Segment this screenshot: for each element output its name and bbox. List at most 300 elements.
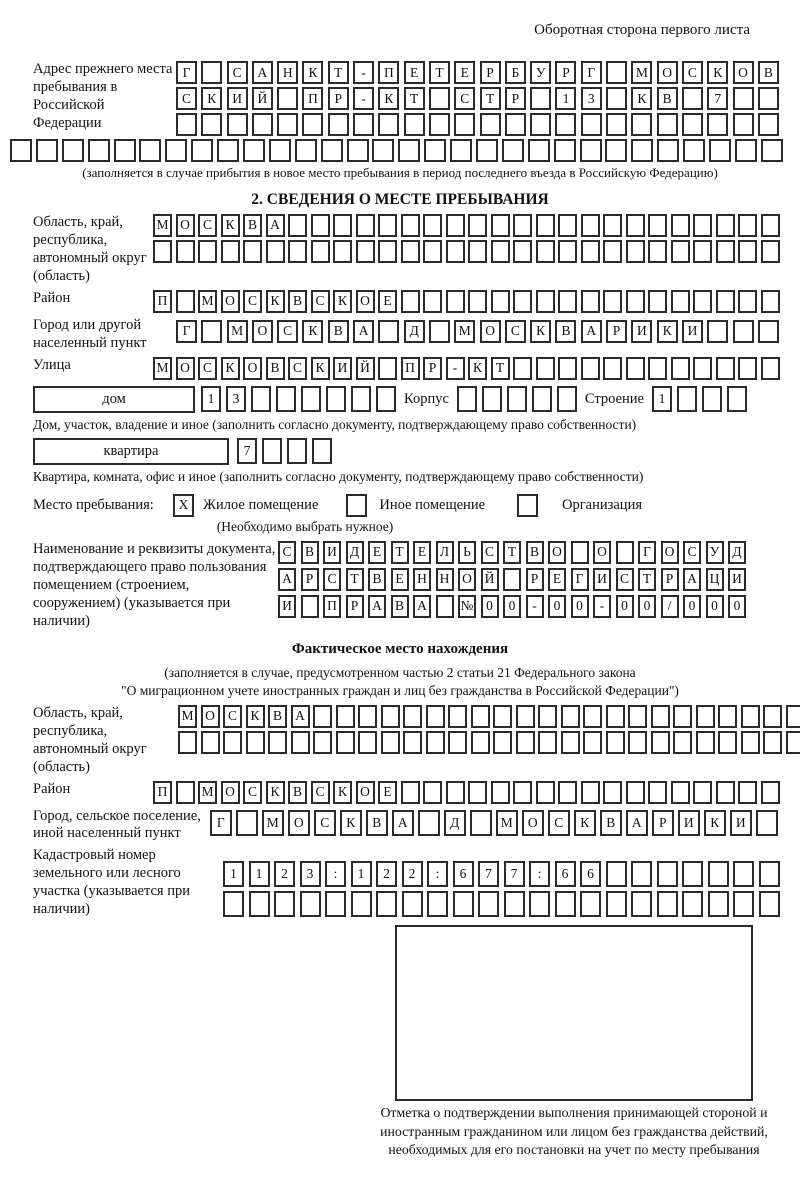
char-box[interactable] — [738, 290, 757, 313]
char-box[interactable] — [446, 290, 465, 313]
char-box[interactable] — [351, 386, 371, 412]
char-box[interactable]: О — [733, 61, 754, 84]
char-box[interactable]: В — [657, 87, 678, 110]
char-box[interactable]: Р — [606, 320, 627, 343]
char-box[interactable] — [356, 240, 375, 263]
char-box[interactable]: К — [302, 320, 323, 343]
char-box[interactable]: 3 — [300, 861, 321, 887]
char-box[interactable]: С — [683, 541, 701, 564]
char-box[interactable] — [761, 214, 780, 237]
char-box[interactable]: : — [529, 861, 550, 887]
char-box[interactable] — [528, 139, 550, 162]
char-box[interactable] — [536, 290, 555, 313]
char-box[interactable] — [427, 891, 448, 917]
char-box[interactable] — [468, 214, 487, 237]
char-box[interactable] — [424, 139, 446, 162]
char-box[interactable]: 0 — [728, 595, 746, 618]
char-box[interactable] — [372, 139, 394, 162]
char-box[interactable] — [436, 595, 454, 618]
char-box[interactable] — [277, 87, 298, 110]
char-box[interactable]: Р — [423, 357, 442, 380]
char-box[interactable] — [301, 595, 319, 618]
char-box[interactable] — [631, 891, 652, 917]
char-box[interactable]: И — [728, 568, 746, 591]
char-box[interactable]: Г — [571, 568, 589, 591]
char-box[interactable] — [243, 240, 262, 263]
char-box[interactable]: О — [356, 290, 375, 313]
char-box[interactable]: И — [730, 810, 752, 836]
char-box[interactable]: И — [323, 541, 341, 564]
char-box[interactable]: Г — [581, 61, 602, 84]
char-box[interactable]: 0 — [571, 595, 589, 618]
char-box[interactable] — [381, 705, 400, 728]
char-box[interactable] — [468, 290, 487, 313]
char-box[interactable] — [571, 541, 589, 564]
char-box[interactable]: А — [278, 568, 296, 591]
char-box[interactable] — [252, 113, 273, 136]
char-box[interactable] — [301, 386, 321, 412]
char-box[interactable] — [716, 781, 735, 804]
char-box[interactable]: 6 — [453, 861, 474, 887]
char-box[interactable] — [353, 113, 374, 136]
char-box[interactable] — [716, 290, 735, 313]
char-box[interactable]: Т — [429, 61, 450, 84]
char-box[interactable]: - — [526, 595, 544, 618]
char-box[interactable] — [358, 731, 377, 754]
char-box[interactable] — [423, 240, 442, 263]
char-box[interactable]: Т — [328, 61, 349, 84]
char-box[interactable] — [631, 113, 652, 136]
char-box[interactable] — [671, 781, 690, 804]
char-box[interactable] — [88, 139, 110, 162]
char-box[interactable] — [426, 705, 445, 728]
char-box[interactable]: Н — [413, 568, 431, 591]
char-box[interactable]: К — [302, 61, 323, 84]
char-box[interactable]: В — [288, 781, 307, 804]
char-box[interactable] — [333, 214, 352, 237]
char-box[interactable] — [738, 781, 757, 804]
char-box[interactable] — [761, 357, 780, 380]
char-box[interactable]: 0 — [706, 595, 724, 618]
char-box[interactable] — [606, 113, 627, 136]
char-box[interactable] — [708, 891, 729, 917]
char-box[interactable]: И — [631, 320, 652, 343]
char-box[interactable] — [648, 781, 667, 804]
char-box[interactable]: А — [252, 61, 273, 84]
char-box[interactable] — [554, 139, 576, 162]
char-box[interactable] — [476, 139, 498, 162]
char-box[interactable]: Д — [346, 541, 364, 564]
char-box[interactable] — [448, 705, 467, 728]
char-box[interactable]: Д — [728, 541, 746, 564]
char-box[interactable]: 0 — [683, 595, 701, 618]
char-box[interactable] — [606, 731, 625, 754]
char-box[interactable]: В — [268, 705, 287, 728]
char-box[interactable] — [603, 357, 622, 380]
char-box[interactable]: В — [391, 595, 409, 618]
char-box[interactable] — [657, 139, 679, 162]
char-box[interactable]: Е — [378, 290, 397, 313]
char-box[interactable] — [759, 891, 780, 917]
char-box[interactable]: О — [661, 541, 679, 564]
char-box[interactable] — [227, 113, 248, 136]
char-box[interactable] — [223, 891, 244, 917]
char-box[interactable]: 7 — [504, 861, 525, 887]
char-box[interactable] — [276, 386, 296, 412]
char-box[interactable]: П — [401, 357, 420, 380]
char-box[interactable]: И — [678, 810, 700, 836]
char-box[interactable] — [429, 87, 450, 110]
char-box[interactable]: О — [480, 320, 501, 343]
char-box[interactable] — [733, 320, 754, 343]
char-box[interactable] — [221, 240, 240, 263]
char-box[interactable] — [176, 781, 195, 804]
char-box[interactable] — [716, 214, 735, 237]
char-box[interactable]: Р — [661, 568, 679, 591]
char-box[interactable] — [288, 214, 307, 237]
char-box[interactable]: 3 — [226, 386, 246, 412]
char-box[interactable] — [671, 290, 690, 313]
char-box[interactable] — [505, 113, 526, 136]
char-box[interactable] — [626, 290, 645, 313]
char-box[interactable] — [236, 810, 258, 836]
char-box[interactable]: А — [266, 214, 285, 237]
char-box[interactable] — [671, 240, 690, 263]
char-box[interactable] — [558, 357, 577, 380]
char-box[interactable]: Е — [404, 61, 425, 84]
char-box[interactable] — [530, 113, 551, 136]
char-box[interactable] — [153, 240, 172, 263]
char-box[interactable]: К — [201, 87, 222, 110]
char-box[interactable]: С — [481, 541, 499, 564]
char-box[interactable] — [716, 357, 735, 380]
char-box[interactable]: О — [176, 357, 195, 380]
char-box[interactable] — [493, 705, 512, 728]
char-box[interactable] — [631, 139, 653, 162]
char-box[interactable] — [376, 891, 397, 917]
char-box[interactable]: К — [221, 357, 240, 380]
char-box[interactable]: С — [198, 214, 217, 237]
char-box[interactable] — [178, 731, 197, 754]
char-box[interactable] — [454, 113, 475, 136]
char-box[interactable]: К — [657, 320, 678, 343]
char-box[interactable] — [561, 731, 580, 754]
char-box[interactable] — [693, 290, 712, 313]
char-box[interactable] — [351, 891, 372, 917]
char-box[interactable] — [673, 705, 692, 728]
char-box[interactable]: П — [153, 781, 172, 804]
char-box[interactable]: 1 — [652, 386, 672, 412]
char-box[interactable] — [311, 214, 330, 237]
char-box[interactable] — [603, 781, 622, 804]
char-box[interactable]: Й — [481, 568, 499, 591]
char-box[interactable] — [682, 861, 703, 887]
char-box[interactable]: Р — [555, 61, 576, 84]
char-box[interactable] — [536, 240, 555, 263]
char-box[interactable]: А — [626, 810, 648, 836]
char-box[interactable] — [718, 731, 737, 754]
char-box[interactable] — [516, 705, 535, 728]
char-box[interactable]: 0 — [616, 595, 634, 618]
char-box[interactable]: С — [454, 87, 475, 110]
stay-checkbox-organization[interactable] — [517, 494, 538, 517]
char-box[interactable] — [677, 386, 697, 412]
char-box[interactable]: Е — [454, 61, 475, 84]
char-box[interactable] — [446, 214, 465, 237]
char-box[interactable] — [482, 386, 502, 412]
char-box[interactable] — [513, 781, 532, 804]
char-box[interactable]: - — [353, 87, 374, 110]
char-box[interactable] — [448, 731, 467, 754]
char-box[interactable] — [580, 891, 601, 917]
char-box[interactable] — [581, 290, 600, 313]
char-box[interactable]: О — [356, 781, 375, 804]
char-box[interactable]: О — [221, 290, 240, 313]
char-box[interactable]: О — [288, 810, 310, 836]
char-box[interactable] — [702, 386, 722, 412]
char-box[interactable]: Е — [378, 781, 397, 804]
char-box[interactable] — [671, 214, 690, 237]
char-box[interactable] — [682, 891, 703, 917]
char-box[interactable] — [378, 240, 397, 263]
char-box[interactable] — [538, 731, 557, 754]
char-box[interactable] — [262, 438, 282, 464]
char-box[interactable] — [763, 731, 782, 754]
char-box[interactable]: Т — [638, 568, 656, 591]
char-box[interactable] — [246, 731, 265, 754]
char-box[interactable] — [450, 139, 472, 162]
char-box[interactable]: - — [446, 357, 465, 380]
char-box[interactable] — [291, 731, 310, 754]
char-box[interactable]: Р — [526, 568, 544, 591]
char-box[interactable] — [266, 240, 285, 263]
char-box[interactable] — [223, 731, 242, 754]
char-box[interactable] — [378, 113, 399, 136]
char-box[interactable] — [403, 731, 422, 754]
char-box[interactable] — [557, 386, 577, 412]
char-box[interactable]: Т — [346, 568, 364, 591]
char-box[interactable] — [378, 214, 397, 237]
char-box[interactable] — [471, 705, 490, 728]
char-box[interactable]: Н — [436, 568, 454, 591]
char-box[interactable] — [378, 320, 399, 343]
char-box[interactable] — [758, 113, 779, 136]
char-box[interactable]: С — [243, 290, 262, 313]
char-box[interactable]: С — [314, 810, 336, 836]
char-box[interactable]: Д — [444, 810, 466, 836]
char-box[interactable]: Р — [328, 87, 349, 110]
char-box[interactable] — [36, 139, 58, 162]
char-box[interactable] — [693, 214, 712, 237]
char-box[interactable] — [628, 705, 647, 728]
char-box[interactable]: Й — [252, 87, 273, 110]
char-box[interactable] — [786, 705, 800, 728]
char-box[interactable] — [300, 891, 321, 917]
char-box[interactable] — [657, 891, 678, 917]
char-box[interactable] — [277, 113, 298, 136]
char-box[interactable] — [583, 731, 602, 754]
char-box[interactable]: 1 — [351, 861, 372, 887]
char-box[interactable] — [707, 320, 728, 343]
char-box[interactable]: 2 — [402, 861, 423, 887]
char-box[interactable] — [381, 731, 400, 754]
char-box[interactable] — [328, 113, 349, 136]
char-box[interactable]: С — [311, 290, 330, 313]
char-box[interactable] — [356, 214, 375, 237]
char-box[interactable]: А — [392, 810, 414, 836]
char-box[interactable]: А — [581, 320, 602, 343]
char-box[interactable] — [536, 781, 555, 804]
char-box[interactable] — [626, 240, 645, 263]
char-box[interactable] — [756, 810, 778, 836]
char-box[interactable]: М — [454, 320, 475, 343]
char-box[interactable] — [312, 438, 332, 464]
char-box[interactable] — [446, 240, 465, 263]
char-box[interactable]: К — [340, 810, 362, 836]
char-box[interactable] — [321, 139, 343, 162]
char-box[interactable]: 2 — [376, 861, 397, 887]
char-box[interactable]: 0 — [481, 595, 499, 618]
char-box[interactable]: Г — [176, 61, 197, 84]
char-box[interactable]: С — [323, 568, 341, 591]
char-box[interactable]: И — [227, 87, 248, 110]
char-box[interactable] — [402, 891, 423, 917]
char-box[interactable] — [580, 139, 602, 162]
char-box[interactable] — [336, 705, 355, 728]
char-box[interactable]: - — [593, 595, 611, 618]
char-box[interactable]: С — [277, 320, 298, 343]
stay-checkbox-other[interactable] — [346, 494, 367, 517]
char-box[interactable]: О — [593, 541, 611, 564]
char-box[interactable] — [628, 731, 647, 754]
char-box[interactable]: В — [526, 541, 544, 564]
char-box[interactable]: К — [266, 781, 285, 804]
char-box[interactable] — [786, 731, 800, 754]
char-box[interactable] — [507, 386, 527, 412]
char-box[interactable]: П — [302, 87, 323, 110]
char-box[interactable] — [616, 541, 634, 564]
char-box[interactable] — [491, 290, 510, 313]
char-box[interactable] — [606, 87, 627, 110]
char-box[interactable] — [480, 113, 501, 136]
char-box[interactable] — [738, 240, 757, 263]
char-box[interactable] — [243, 139, 265, 162]
char-box[interactable] — [423, 290, 442, 313]
char-box[interactable] — [470, 810, 492, 836]
char-box[interactable]: А — [683, 568, 701, 591]
char-box[interactable] — [287, 438, 307, 464]
char-box[interactable]: О — [548, 541, 566, 564]
char-box[interactable] — [529, 891, 550, 917]
char-box[interactable]: М — [153, 357, 172, 380]
char-box[interactable] — [555, 891, 576, 917]
char-box[interactable] — [693, 781, 712, 804]
char-box[interactable] — [581, 113, 602, 136]
char-box[interactable]: К — [530, 320, 551, 343]
char-box[interactable]: : — [325, 861, 346, 887]
char-box[interactable] — [581, 781, 600, 804]
char-box[interactable] — [657, 861, 678, 887]
char-box[interactable]: Е — [548, 568, 566, 591]
char-box[interactable] — [733, 87, 754, 110]
char-box[interactable] — [295, 139, 317, 162]
char-box[interactable] — [536, 357, 555, 380]
char-box[interactable]: Т — [404, 87, 425, 110]
char-box[interactable] — [201, 61, 222, 84]
char-box[interactable] — [682, 113, 703, 136]
char-box[interactable] — [727, 386, 747, 412]
char-box[interactable] — [583, 705, 602, 728]
char-box[interactable]: Е — [368, 541, 386, 564]
char-box[interactable]: М — [227, 320, 248, 343]
char-box[interactable]: К — [468, 357, 487, 380]
char-box[interactable] — [201, 320, 222, 343]
char-box[interactable] — [302, 113, 323, 136]
char-box[interactable] — [606, 61, 627, 84]
char-box[interactable]: К — [631, 87, 652, 110]
char-box[interactable] — [758, 320, 779, 343]
char-box[interactable] — [491, 214, 510, 237]
char-box[interactable]: 6 — [555, 861, 576, 887]
char-box[interactable] — [761, 139, 783, 162]
char-box[interactable]: К — [246, 705, 265, 728]
char-box[interactable]: М — [631, 61, 652, 84]
char-box[interactable]: О — [201, 705, 220, 728]
char-box[interactable] — [682, 87, 703, 110]
char-box[interactable] — [326, 386, 346, 412]
char-box[interactable]: Р — [346, 595, 364, 618]
char-box[interactable] — [558, 781, 577, 804]
char-box[interactable] — [648, 290, 667, 313]
char-box[interactable]: О — [176, 214, 195, 237]
char-box[interactable] — [165, 139, 187, 162]
char-box[interactable] — [333, 240, 352, 263]
char-box[interactable]: Н — [277, 61, 298, 84]
char-box[interactable] — [651, 731, 670, 754]
char-box[interactable]: / — [661, 595, 679, 618]
char-box[interactable] — [561, 705, 580, 728]
char-box[interactable] — [401, 240, 420, 263]
char-box[interactable]: Г — [638, 541, 656, 564]
char-box[interactable] — [516, 731, 535, 754]
char-box[interactable]: В — [555, 320, 576, 343]
char-box[interactable]: В — [328, 320, 349, 343]
char-box[interactable] — [401, 290, 420, 313]
char-box[interactable]: П — [153, 290, 172, 313]
char-box[interactable] — [513, 240, 532, 263]
char-box[interactable] — [249, 891, 270, 917]
char-box[interactable]: 1 — [555, 87, 576, 110]
char-box[interactable]: К — [221, 214, 240, 237]
char-box[interactable]: 1 — [201, 386, 221, 412]
char-box[interactable]: С — [198, 357, 217, 380]
char-box[interactable]: С — [243, 781, 262, 804]
char-box[interactable] — [191, 139, 213, 162]
char-box[interactable]: А — [353, 320, 374, 343]
char-box[interactable]: Д — [404, 320, 425, 343]
char-box[interactable] — [426, 731, 445, 754]
char-box[interactable] — [468, 240, 487, 263]
char-box[interactable] — [761, 781, 780, 804]
char-box[interactable] — [606, 705, 625, 728]
char-box[interactable] — [217, 139, 239, 162]
char-box[interactable] — [693, 240, 712, 263]
char-box[interactable]: Т — [491, 357, 510, 380]
char-box[interactable]: Г — [176, 320, 197, 343]
char-box[interactable] — [398, 139, 420, 162]
char-box[interactable] — [603, 240, 622, 263]
char-box[interactable]: К — [266, 290, 285, 313]
